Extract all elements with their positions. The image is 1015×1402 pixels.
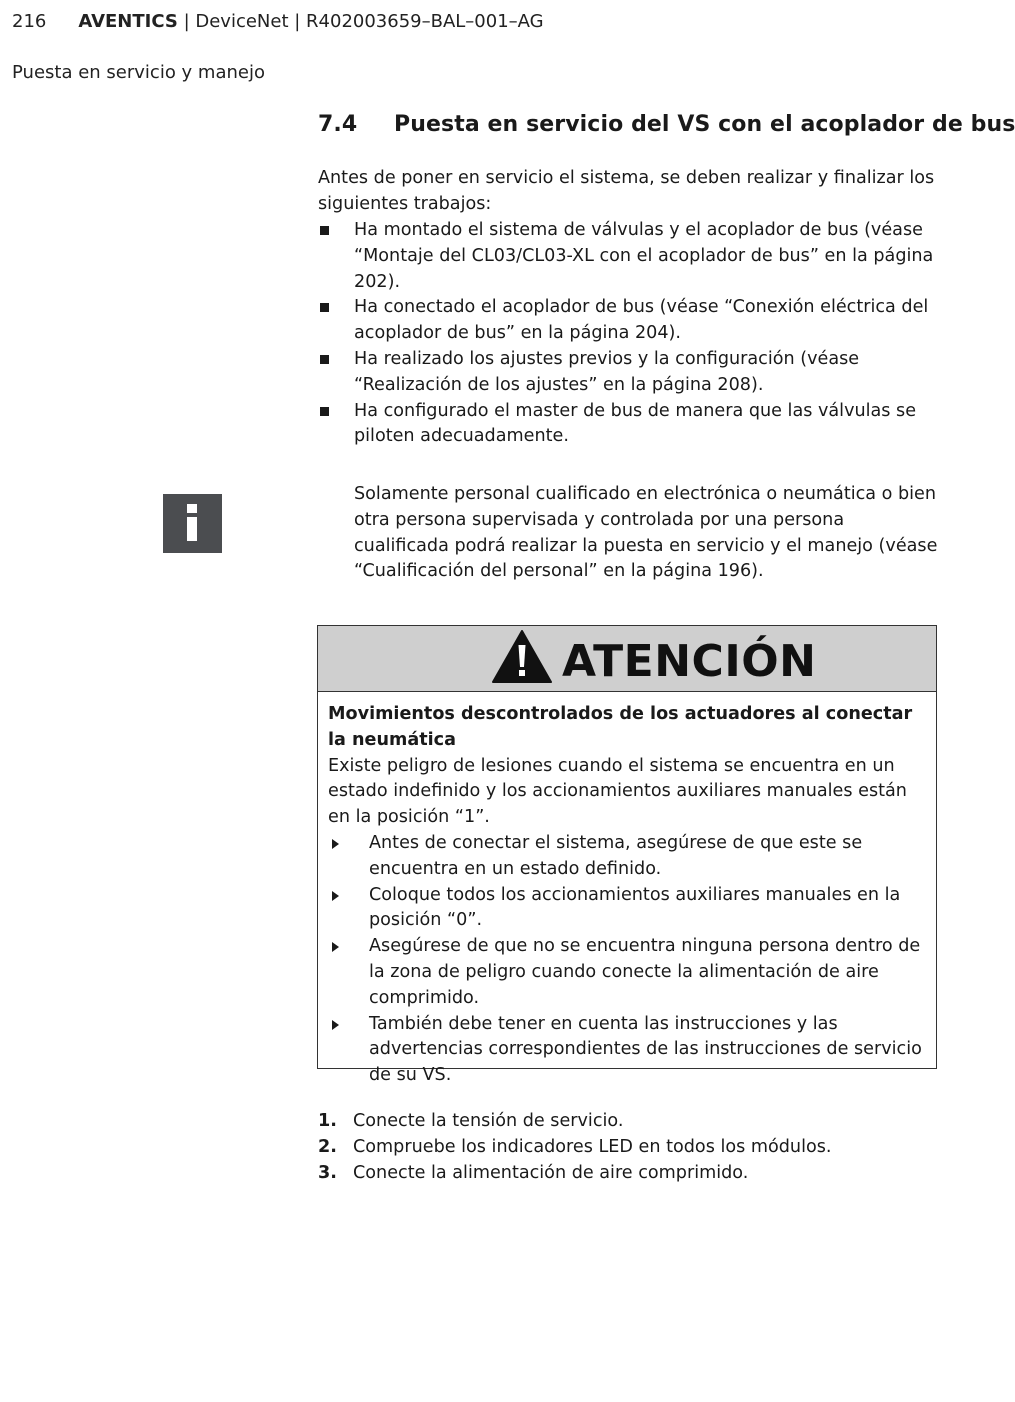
- step-text: Conecte la tensión de servicio.: [353, 1111, 624, 1131]
- list-item: [318, 399, 938, 451]
- step-text: Compruebe los indicadores LED en todos los módulos.: [353, 1136, 832, 1157]
- warning-body: [328, 702, 932, 1089]
- square-bullet-icon: [320, 226, 329, 235]
- procedure-steps: [318, 1109, 938, 1186]
- running-header: [12, 11, 544, 32]
- step-item: [318, 1135, 938, 1161]
- warning-triangle-icon: [491, 629, 553, 685]
- header-separator-2: |: [288, 11, 307, 32]
- info-note-text: Solamente personal cualificado en electrónica o neumática o bien otra persona supervisada y controlada por una persona cualificada podrá realizar la puesta en servicio y el manejo (véase “Cualificación del personal” en la página 196).: [354, 484, 938, 582]
- section-number: 7.4: [318, 112, 358, 137]
- warning-header: [318, 626, 936, 692]
- warning-description: Existe peligro de lesiones cuando el sistema se encuentra en un estado indefinido y los accionamientos auxiliares manuales están en la posición “1”.: [328, 755, 907, 828]
- step-number: 1.: [318, 1111, 337, 1131]
- step-number: 3.: [318, 1162, 337, 1183]
- intro-paragraph: Antes de poner en servicio el sistema, se deben realizar y finalizar los siguientes trabajos:: [318, 168, 935, 214]
- arrow-bullet-icon: [332, 839, 339, 849]
- warning-measures-list: [328, 831, 932, 1089]
- arrow-bullet-icon: [332, 942, 339, 952]
- list-item-text: También debe tener en cuenta las instrucciones y las advertencias correspondientes de las instrucciones de servicio de su VS.: [369, 1013, 922, 1086]
- info-icon: [163, 494, 222, 553]
- section-title: Puesta en servicio del VS con el acoplador de bus: [394, 112, 1015, 137]
- list-item-text: Ha configurado el master de bus de manera que las válvulas se piloten adecuadamente.: [354, 400, 917, 447]
- step-text: Conecte la alimentación de aire comprimido.: [353, 1162, 749, 1183]
- arrow-bullet-icon: [332, 891, 339, 901]
- step-item: [318, 1161, 938, 1187]
- list-item: [318, 218, 938, 295]
- list-item-text: Antes de conectar el sistema, asegúrese de que este se encuentra en un estado definido.: [369, 832, 863, 879]
- list-item: [318, 295, 938, 347]
- signal-word: ATENCIÓN: [562, 636, 817, 687]
- list-item-text: Ha realizado los ajustes previos y la configuración (véase “Realización de los ajustes” en la página 208).: [354, 348, 860, 395]
- document-id: R402003659–BAL–001–AG: [306, 11, 544, 32]
- prerequisite-list: [318, 218, 938, 450]
- warning-title: Movimientos descontrolados de los actuadores al conectar la neumática: [328, 704, 913, 750]
- arrow-bullet-icon: [332, 1020, 339, 1030]
- section-heading: [318, 112, 1015, 137]
- list-item-text: Ha conectado el acoplador de bus (véase “Conexión eléctrica del acoplador de bus” en la página 204).: [354, 297, 929, 344]
- step-number: 2.: [318, 1136, 337, 1157]
- list-item: [328, 831, 932, 883]
- product-name: DeviceNet: [195, 11, 289, 32]
- list-item: [328, 934, 932, 1011]
- square-bullet-icon: [320, 355, 329, 364]
- list-item: [318, 347, 938, 399]
- header-separator: |: [177, 11, 196, 32]
- square-bullet-icon: [320, 407, 329, 416]
- brand-name: AVENTICS: [78, 11, 178, 32]
- list-item-text: Asegúrese de que no se encuentra ninguna persona dentro de la zona de peligro cuando conecte la alimentación de aire comprimido.: [369, 936, 921, 1008]
- list-item-text: Ha montado el sistema de válvulas y el acoplador de bus (véase “Montaje del CL03/CL03-XL con el acoplador de bus” en la página 202).: [354, 220, 934, 292]
- list-item: [328, 1012, 932, 1089]
- list-item: [328, 883, 932, 935]
- square-bullet-icon: [320, 303, 329, 312]
- list-item-text: Coloque todos los accionamientos auxiliares manuales en la posición “0”.: [369, 884, 901, 931]
- chapter-title: Puesta en servicio y manejo: [12, 62, 265, 83]
- page-number: 216: [12, 11, 47, 32]
- step-item: [318, 1109, 938, 1135]
- warning-box: [317, 625, 937, 1086]
